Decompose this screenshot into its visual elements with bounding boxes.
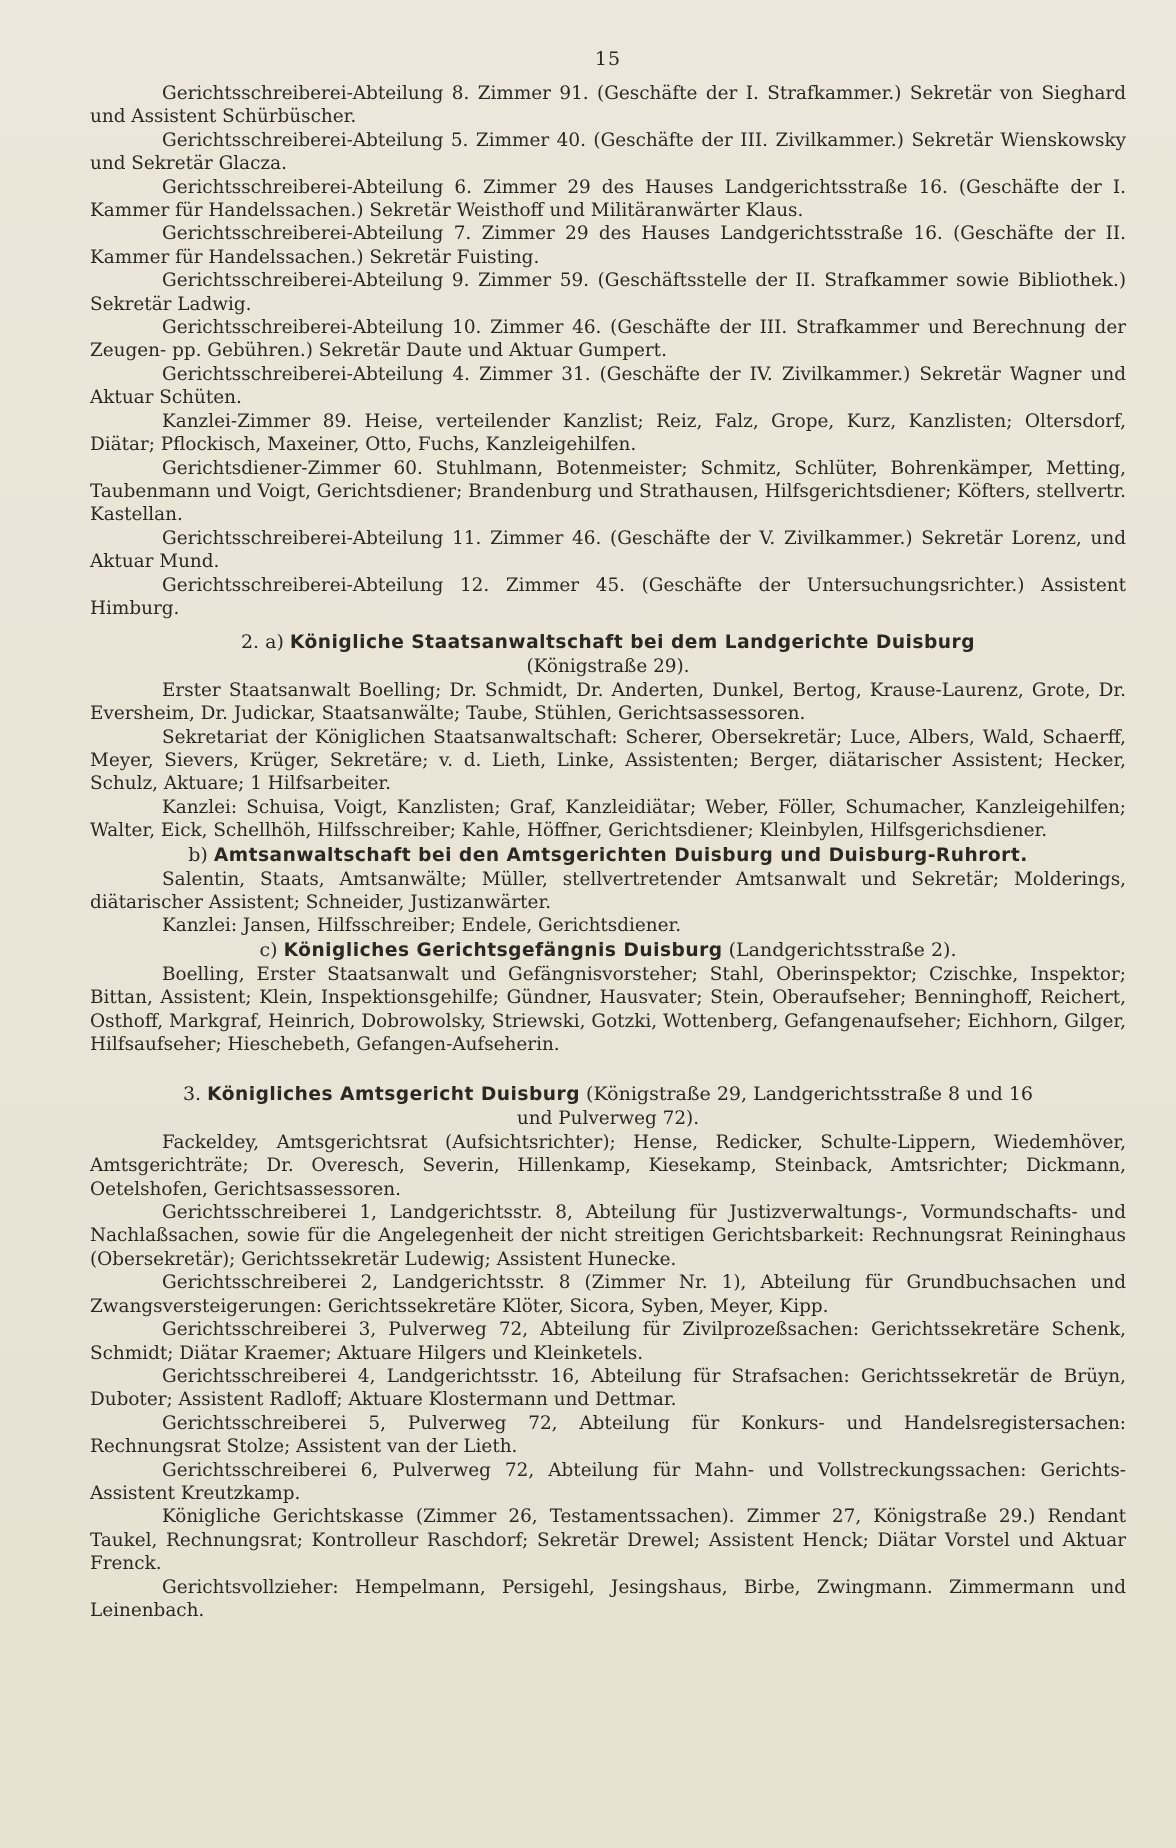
document-body [90, 82, 1126, 1622]
address-2a: (Königstraße 29). [526, 656, 690, 678]
heading-2b-prefix: b) [188, 843, 214, 866]
heading-2c-title: Königliches Gerichtsgefängnis Duisburg [283, 939, 723, 961]
gerichtsschreiberei-11: Gerichtsschreiberei-Abteilung 11. Zimmer 46. (Geschäfte der V. Zivilkammer.) Sekretär Lorenz, und Aktuar Mund. [90, 527, 1126, 573]
gerichtsdiener-zimmer-60: Gerichtsdiener-Zimmer 60. Stuhlmann, Botenmeister; Schmitz, Schlüter, Bohrenkämper, Metting, Taubenmann und Voigt, Gerichtsdiener; Brandenburg und Strathausen, Hilfsgerichtsdiener; Köfters, stellvertr. Kastellan. [90, 457, 1127, 526]
address-3: und Pulverweg 72). [516, 1108, 700, 1130]
ag-gerichtsschreiberei-3: Gerichtsschreiberei 3, Pulverweg 72, Abteilung für Zivilprozeßsachen: Gerichtssekretäre Schenk, Schmidt; Diätar Kraemer; Aktuare Hilgers und Kleinketels. [90, 1319, 1126, 1364]
kanzlei-staatsanwaltschaft: Kanzlei: Schuisa, Voigt, Kanzlisten; Graf, Kanzleidiätar; Weber, Föller, Schumacher, Kanzleigehilfen; Walter, Eick, Schellhöh, Hilfsschreiber; Kahle, Höffner, Gerichtsdiener; Kleinbylen, Hilfsgerichsdiener. [90, 796, 1126, 842]
staatsanwalt-list: Erster Staatsanwalt Boelling; Dr. Schmidt, Dr. Anderten, Dunkel, Bertog, Krause-Laurenz, Grote, Dr. Eversheim, Dr. Judickar, Staatsanwälte; Taube, Stühlen, Gerichtsassessoren. [90, 679, 1126, 725]
amtsanwalt-list: Salentin, Staats, Amtsanwälte; Müller, stellvertretender Amtsanwalt und Sekretär; Molderings, diätarischer Assistent; Schneider, Justizanwärter. [90, 868, 1126, 913]
heading-2b [90, 843, 1126, 868]
heading-3 [90, 1082, 1126, 1107]
heading-2a-title: Königliche Staatsanwaltschaft bei dem Landgerichte Duisburg [289, 632, 976, 654]
gerichtsschreiberei-10: Gerichtsschreiberei-Abteilung 10. Zimmer 46. (Geschäfte der III. Strafkammer und Berechnung der Zeugen- pp. Gebühren.) Sekretär Daute und Aktuar Gumpert. [90, 317, 1126, 362]
ag-gerichtsschreiberei-6: Gerichtsschreiberei 6, Pulverweg 72, Abteilung für Mahn- und Vollstreckungssachen: Gerichts-Assistent Kreutzkamp. [90, 1459, 1126, 1504]
ag-gerichtsschreiberei-1: Gerichtsschreiberei 1, Landgerichtsstr. 8, Abteilung für Justizverwaltungs-, Vormundschafts- und Nachlaßsachen, sowie für die Angelegenheit der nicht streitigen Gerichtsbarkeit: Rechnungsrat Reininghaus (Obersekretär); Gerichtssekretär Ludewig; Assistent Hunecke. [90, 1202, 1126, 1270]
gerichtsvollzieher: Gerichtsvollzieher: Hempelmann, Persigehl, Jesingshaus, Birbe, Zwingmann. Zimmermann und Leinenbach. [90, 1576, 1126, 1621]
ag-gerichtsschreiberei-5: Gerichtsschreiberei 5, Pulverweg 72, Abteilung für Konkurs- und Handelsregistersachen: Rechnungsrat Stolze; Assistent van der Lieth. [90, 1412, 1126, 1458]
heading-2a-prefix: 2. a) [240, 631, 290, 654]
kanzlei-zimmer-89: Kanzlei-Zimmer 89. Heise, verteilender Kanzlist; Reiz, Falz, Grope, Kurz, Kanzlisten; Oltersdorf, Diätar; Pflockisch, Maxeiner, Otto, Fuchs, Kanzleigehilfen. [90, 410, 1126, 456]
gerichtsschreiberei-8: Gerichtsschreiberei-Abteilung 8. Zimmer 91. (Geschäfte der I. Strafkammer.) Sekretär von Sieghard und Assistent Schürbüscher. [90, 83, 1126, 128]
gerichtsschreiberei-12: Gerichtsschreiberei-Abteilung 12. Zimmer 45. (Geschäfte der Untersuchungsrichter.) Assistent Himburg. [90, 574, 1126, 619]
gerichtsschreiberei-4: Gerichtsschreiberei-Abteilung 4. Zimmer 31. (Geschäfte der IV. Zivilkammer.) Sekretär Wagner und Aktuar Schüten. [90, 363, 1126, 409]
heading-2c [90, 938, 1126, 963]
heading-2a [90, 630, 1126, 655]
kanzlei-amtsanwaltschaft: Kanzlei: Jansen, Hilfsschreiber; Endele, Gerichtsdiener. [162, 915, 682, 937]
sekretariat-staatsanwaltschaft: Sekretariat der Königlichen Staatsanwaltschaft: Scherer, Obersekretär; Luce, Albers, Wald, Schaerff, Meyer, Sievers, Krüger, Sekretäre; v. d. Lieth, Linke, Assistenten; Berger, diätarischer Assistent; Hecker, Schulz, Aktuare; 1 Hilfsarbeiter. [90, 726, 1126, 795]
gerichtsschreiberei-6: Gerichtsschreiberei-Abteilung 6. Zimmer 29 des Hauses Landgerichtsstraße 16. (Geschäfte der I. Kammer für Handelssachen.) Sekretär Weisthoff und Militäranwärter Klaus. [90, 176, 1126, 222]
heading-2c-suffix: (Landgerichtsstraße 2). [722, 938, 957, 961]
page-number: 15 [594, 48, 622, 70]
heading-2c-prefix: c) [259, 938, 284, 961]
gefaengnis-list: Boelling, Erster Staatsanwalt und Gefängnisvorsteher; Stahl, Oberinspektor; Czischke, Inspektor; Bittan, Assistent; Klein, Inspektionsgehilfe; Gündner, Hausvater; Stein, Oberaufseher; Benninghoff, Reichert, Osthoff, Markgraf, Heinrich, Dobrowolsky, Striewski, Gotzki, Wottenberg, Gefangenaufseher; Eichhorn, Gilger, Hilfsaufseher; Hieschebeth, Gefangen-Aufseherin. [90, 963, 1126, 1056]
ag-gerichtsschreiberei-2: Gerichtsschreiberei 2, Landgerichtsstr. 8 (Zimmer Nr. 1), Abteilung für Grundbuchsachen und Zwangsversteigerungen: Gerichtssekretäre Klöter, Sicora, Syben, Meyer, Kipp. [90, 1272, 1126, 1317]
gerichtskasse: Königliche Gerichtskasse (Zimmer 26, Testamentssachen). Zimmer 27, Königstraße 29.) Rendant Taukel, Rechnungsrat; Kontrolleur Raschdorf; Sekretär Drewel; Assistent Henck; Diätar Vorstel und Aktuar Frenck. [90, 1506, 1126, 1575]
heading-2b-title: Amtsanwaltschaft bei den Amtsgerichten Duisburg und Duisburg-Ruhrort. [213, 844, 1028, 866]
heading-3-prefix: 3. [182, 1083, 208, 1106]
amtsrichter-list: Fackeldey, Amtsgerichtsrat (Aufsichtsrichter); Hense, Redicker, Schulte-Lippern, Wiedemhöver, Amtsgerichträte; Dr. Overesch, Severin, Hillenkamp, Kiesekamp, Steinback, Amtsrichter; Dickmann, Oetelshofen, Gerichtsassessoren. [90, 1131, 1126, 1200]
heading-3-title: Königliches Amtsgericht Duisburg [207, 1084, 581, 1106]
ag-gerichtsschreiberei-4: Gerichtsschreiberei 4, Landgerichtsstr. 16, Abteilung für Strafsachen: Gerichtssekretär de Brüyn, Duboter; Assistent Radloff; Aktuare Klostermann und Dettmar. [90, 1365, 1126, 1411]
gerichtsschreiberei-7: Gerichtsschreiberei-Abteilung 7. Zimmer 29 des Hauses Landgerichtsstraße 16. (Geschäfte der II. Kammer für Handelssachen.) Sekretär Fuisting. [90, 223, 1126, 268]
gerichtsschreiberei-5: Gerichtsschreiberei-Abteilung 5. Zimmer 40. (Geschäfte der III. Zivilkammer.) Sekretär Wienskowsky und Sekretär Glacza. [90, 129, 1126, 175]
gerichtsschreiberei-9: Gerichtsschreiberei-Abteilung 9. Zimmer 59. (Geschäftsstelle der II. Strafkammer sowie Bibliothek.) Sekretär Ladwig. [90, 270, 1126, 315]
heading-3-suffix: (Königstraße 29, Landgerichtsstraße 8 und 16 [580, 1083, 1034, 1106]
